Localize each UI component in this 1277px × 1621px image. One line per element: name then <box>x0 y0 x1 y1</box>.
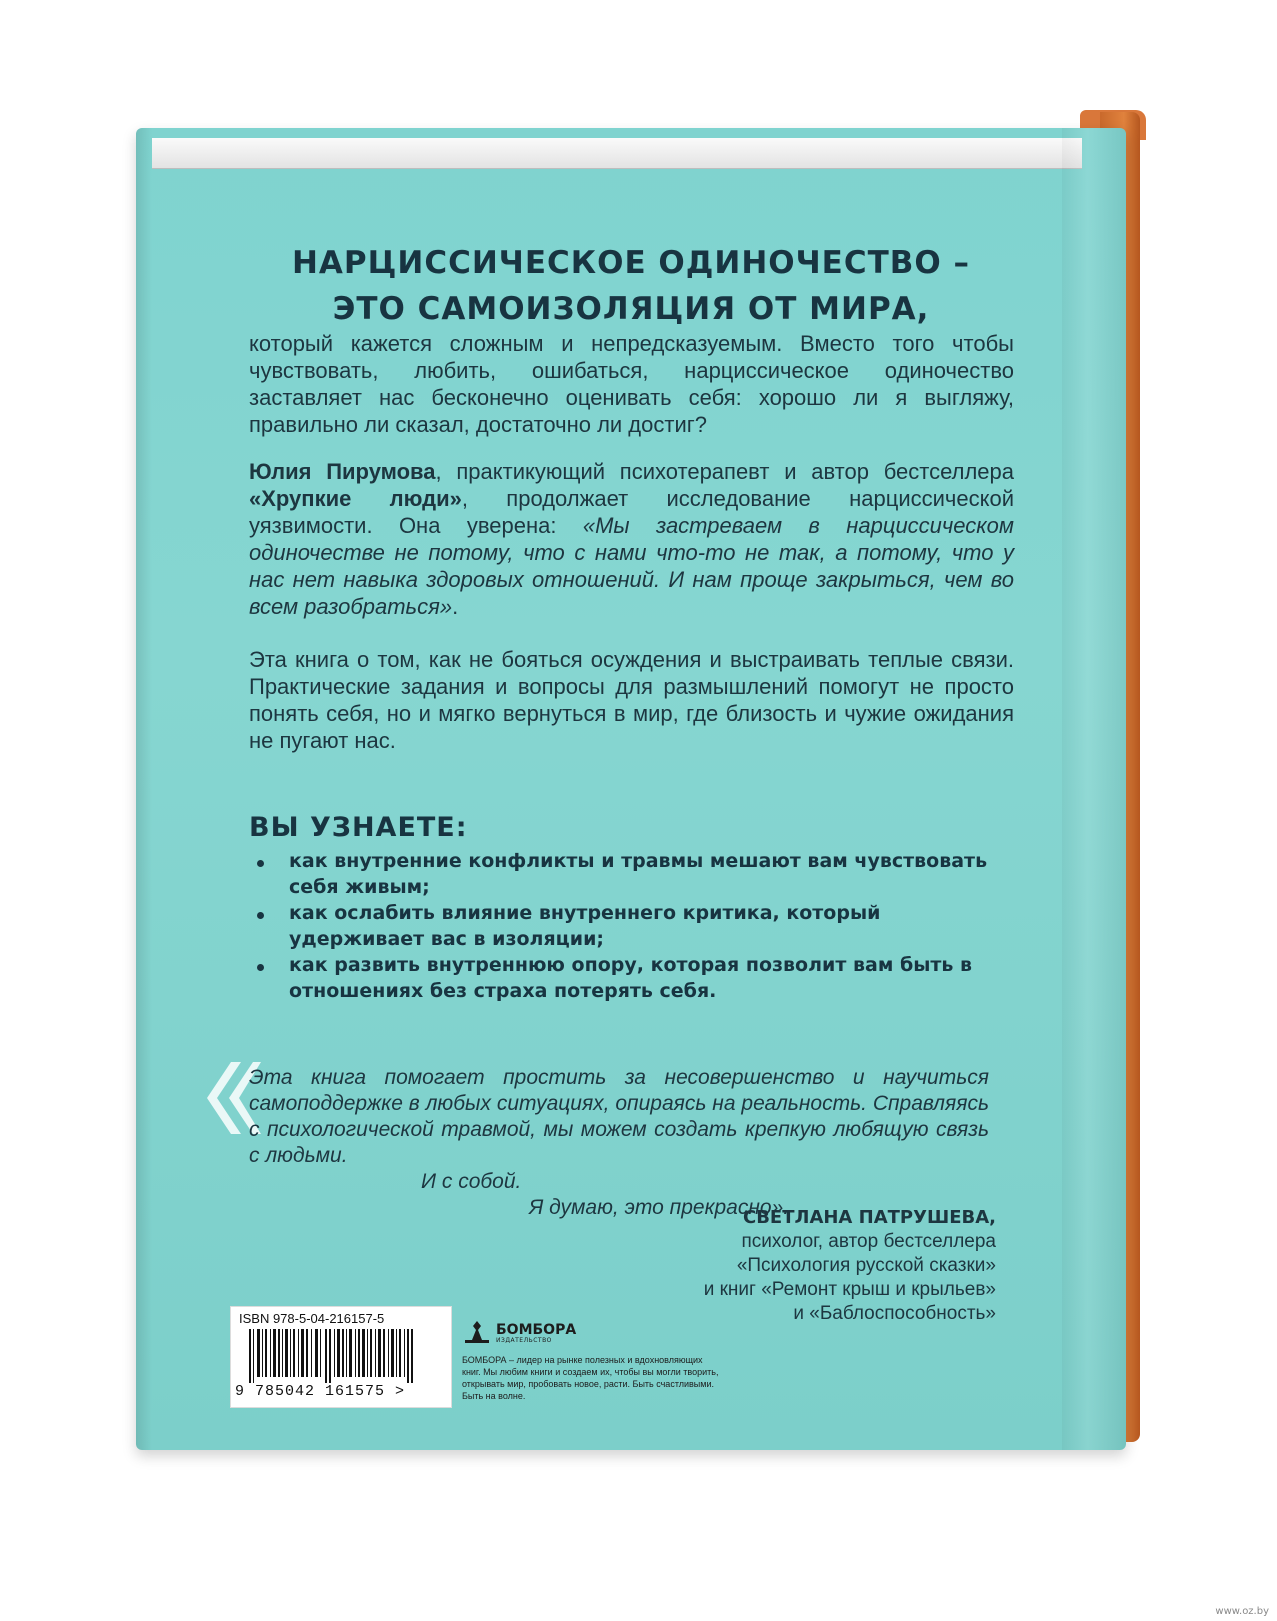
barcode-digits: 9 785042 161575 > <box>235 1383 406 1400</box>
barcode-label <box>230 1306 452 1408</box>
learn-list <box>249 848 1009 1004</box>
review-quote: Эта книга помогает простить за несовершенство и научиться самоподдержке в любых ситуациях, опираясь на реальность. Справляясь с психологической травмой, мы можем создать крепкую любящую связь с людьми. <box>249 1066 989 1167</box>
back-cover <box>136 128 1126 1450</box>
review-quote-end-2: Я думаю, это прекрасно». <box>529 1196 790 1219</box>
learn-item-text: как внутренние конфликты и травмы мешают вам чувствовать себя живым; <box>289 850 988 898</box>
learn-item <box>249 848 1009 900</box>
author-text-end: . <box>452 594 459 619</box>
cover-hinge <box>1062 128 1126 1450</box>
headline-line-1: НАРЦИССИЧЕСКОЕ ОДИНОЧЕСТВО – <box>291 245 971 281</box>
learn-item <box>249 900 1009 952</box>
reviewer-line-2: «Психология русской сказки» <box>736 1255 996 1276</box>
cover-edge-shadow <box>136 128 152 1450</box>
learn-item <box>249 952 1009 1004</box>
learn-item-text: как ослабить влияние внутреннего критика, который удерживает вас в изоляции; <box>289 902 881 950</box>
headline <box>226 240 1036 332</box>
reviewer-line-3: и книг «Ремонт крыш и крыльев» <box>703 1279 996 1300</box>
bullet-icon <box>257 860 264 867</box>
author-paragraph <box>249 458 1014 620</box>
author-text-b: , продолжает исследование нарциссической уязвимости. Она уверена: <box>249 486 1014 538</box>
about-paragraph: Эта книга о том, как не бояться осуждения и выстраивать теплые связи. Практические задания и вопросы для размышлений помогут не просто понять себя, но и мягко вернуться в мир, где близость и чужие ожидания не пугают нас. <box>249 647 1014 753</box>
reviewer-line-4: и «Баблоспособность» <box>793 1303 996 1324</box>
intro-paragraph: который кажется сложным и непредсказуемым. Вместо того чтобы чувствовать, любить, ошибаться, нарциссическое одиночество заставляет нас бесконечно оценивать себя: хорошо ли я выгляжу, правильно ли сказал, достаточно ли достиг? <box>249 331 1014 437</box>
pages-inset <box>152 138 1082 169</box>
reviewer-name: СВЕТЛАНА ПАТРУШЕВА, <box>742 1207 996 1228</box>
review-quote-end-1: И с собой. <box>421 1170 522 1193</box>
publisher-subtitle: ИЗДАТЕЛЬСТВО <box>496 1336 552 1344</box>
isbn-text: ISBN 978-5-04-216157-5 <box>239 1311 385 1326</box>
publisher-name: БОМБОРА <box>496 1321 577 1338</box>
learn-title: ВЫ УЗНАЕТЕ: <box>249 812 468 843</box>
publisher-description: БОМБОРА – лидер на рынке полезных и вдохновляющих книг. Мы любим книги и создаем их, чтобы вы могли творить, открывать мир, пробовать новое, расти. Быть счастливыми. Быть на волне. <box>462 1355 719 1401</box>
author-quote: «Мы застреваем в нарциссическом одиночестве не потому, что с нами что-то не так, а потому, что у нас нет навыка здоровых отношений. И нам проще закрыться, чем во всем разобраться» <box>249 513 1014 619</box>
headline-line-2: ЭТО САМОИЗОЛЯЦИЯ ОТ МИРА, <box>332 291 930 327</box>
reviewer-line-1: психолог, автор бестселлера <box>741 1231 996 1252</box>
watermark: www.oz.by <box>1215 1606 1269 1617</box>
publisher-logo-icon <box>462 1318 492 1348</box>
review-attribution <box>704 1206 996 1326</box>
author-text-a: , практикующий психотерапевт и автор бестселлера <box>435 459 1014 484</box>
learn-item-text: как развить внутреннюю опору, которая позволит вам быть в отношениях без страха потерять себя. <box>289 954 973 1002</box>
barcode-icon <box>249 1329 429 1383</box>
author-name: Юлия Пирумова <box>249 459 436 484</box>
bullet-icon <box>257 964 264 971</box>
book-title: «Хрупкие люди» <box>249 486 462 511</box>
bullet-icon <box>257 912 264 919</box>
publisher-logo <box>462 1318 576 1348</box>
